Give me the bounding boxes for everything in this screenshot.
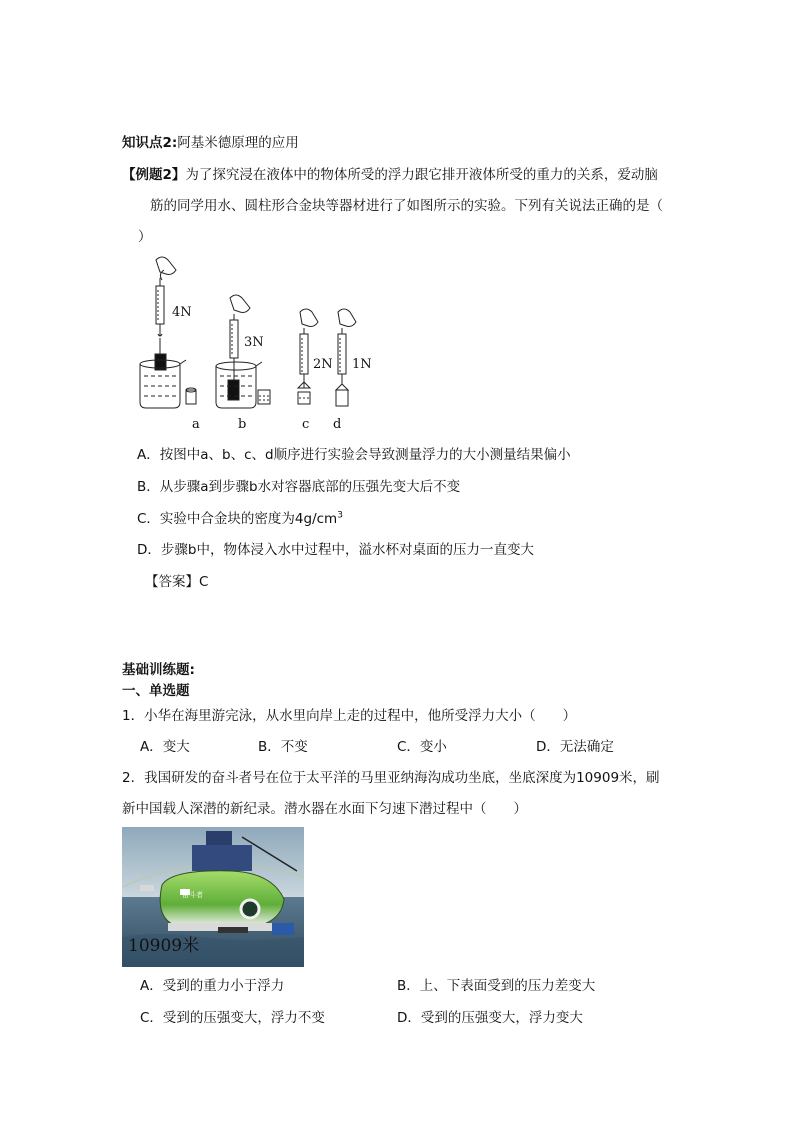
section-heading-prefix: 知识点2: [122, 135, 178, 151]
example-answer: 【答案】C [145, 574, 209, 590]
photo-caption: 10909米 [128, 936, 200, 956]
setup-b [216, 295, 270, 408]
section-heading [122, 133, 299, 153]
q2-option-d: D．受到的压强变大，浮力变大 [397, 1010, 583, 1026]
q2-option-c: C．受到的压强变大，浮力不变 [140, 1010, 325, 1026]
reading-b: 3N [244, 335, 264, 350]
example-stem-line1 [122, 165, 658, 185]
q1-option-a: A．变大 [140, 739, 190, 755]
reading-d: 1N [352, 357, 372, 372]
example-tag: 【例题2】 [122, 167, 186, 183]
submersible-photo [122, 827, 304, 967]
q2-option-b: B．上、下表面受到的压力差变大 [397, 978, 596, 994]
q1-option-d: D．无法确定 [536, 739, 614, 755]
q1-stem: 1．小华在海里游完泳，从水里向岸上走的过程中，他所受浮力大小（ ） [122, 708, 577, 724]
setup-a [140, 257, 196, 408]
experiment-diagram [130, 256, 390, 436]
step-label-d: d [333, 417, 342, 432]
q1-option-b: B．不变 [258, 739, 308, 755]
q2-option-a: A．受到的重力小于浮力 [140, 978, 285, 994]
example-option-b: B．从步骤a到步骤b水对容器底部的压强先变大后不变 [137, 479, 461, 495]
q2-stem-line1: 2．我国研发的奋斗者号在位于太平洋的马里亚纳海沟成功坐底，坐底深度为10909米，刷 [122, 770, 660, 786]
example-option-a: A．按图中a、b、c、d顺序进行实验会导致测量浮力的大小测量结果偏小 [137, 447, 571, 463]
reading-a: 4N [172, 305, 192, 320]
section-heading-title: 阿基米德原理的应用 [177, 135, 299, 151]
reading-c: 2N [313, 357, 333, 372]
q1-option-c: C．变小 [397, 739, 447, 755]
q2-stem-line2: 新中国载人深潜的新纪录。潜水器在水面下匀速下潜过程中（ ） [122, 801, 527, 817]
example-option-c-text: C．实验中合金块的密度为4g/cm [137, 511, 338, 527]
step-label-b: b [238, 417, 247, 432]
example-option-c-sup: 3 [337, 510, 343, 521]
experiment-figure [130, 256, 390, 436]
example-option-c [137, 509, 343, 529]
practice-section: 一、单选题 [122, 683, 190, 699]
step-label-a: a [192, 417, 200, 432]
example-stem-line3: ） [138, 229, 152, 245]
step-label-c: c [302, 417, 310, 432]
practice-title: 基础训练题: [122, 662, 195, 678]
example-stem-text1: 为了探究浸在液体中的物体所受的浮力跟它排开液体所受的重力的关系，爱动脑 [185, 167, 658, 183]
example-option-d: D．步骤b中，物体浸入水中过程中，溢水杯对桌面的压力一直变大 [137, 542, 534, 558]
submersible-hull-text: 奋斗者 [182, 891, 203, 899]
example-stem-line2: 筋的同学用水、圆柱形合金块等器材进行了如图所示的实验。下列有关说法正确的是（ [150, 198, 663, 214]
